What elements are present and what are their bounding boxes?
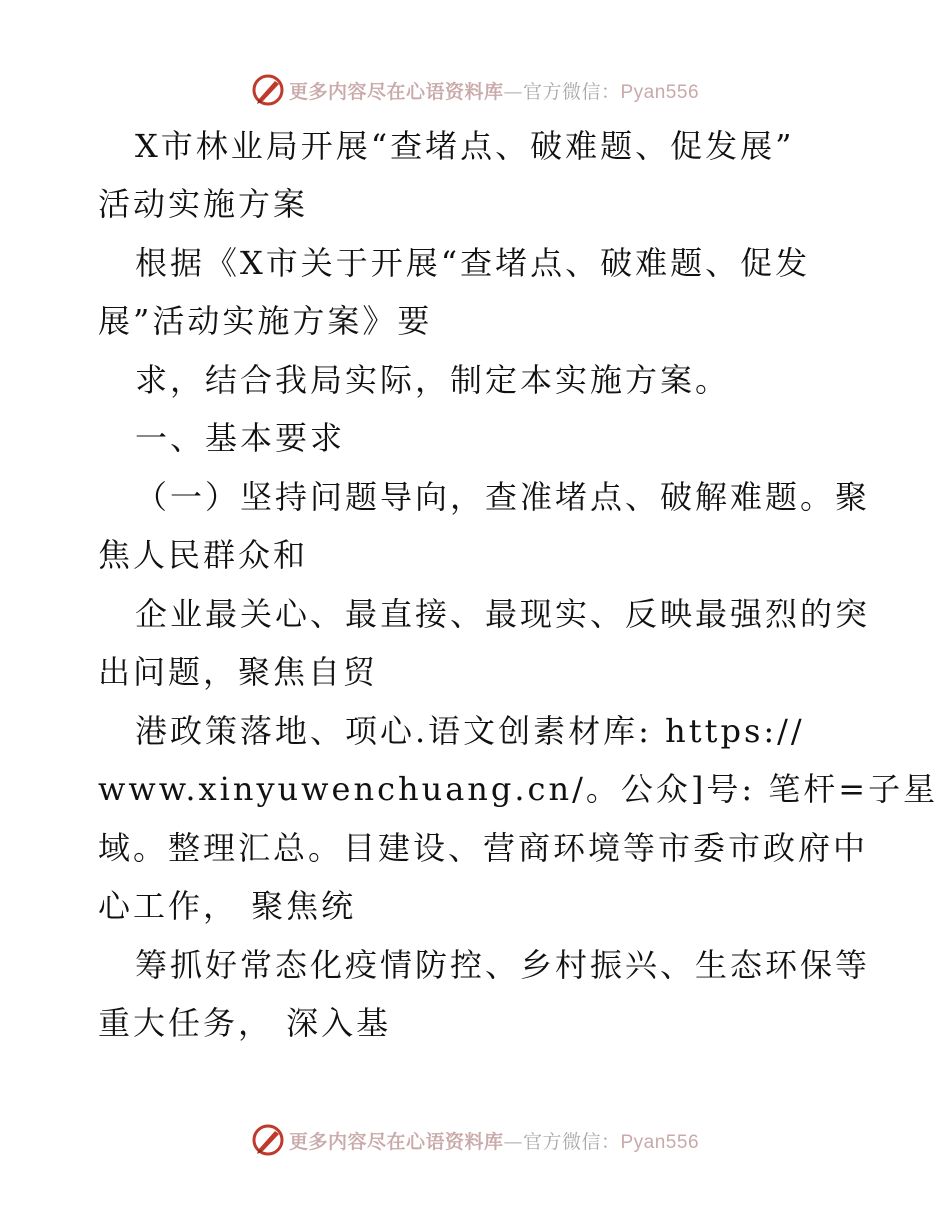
doc-title-line-2: 活动实施方案 bbox=[98, 185, 309, 223]
footer-banner bbox=[0, 1120, 950, 1160]
banner-text bbox=[289, 1127, 699, 1154]
doc-line: 重大任务， 深入基 bbox=[98, 1004, 392, 1042]
doc-line: 出问题，聚焦自贸 bbox=[98, 653, 379, 691]
banner-dash: — bbox=[503, 80, 523, 103]
banner-label: 官方微信： bbox=[522, 1130, 621, 1153]
doc-line: 根据《X市关于开展“查堵点、破难题、促发 bbox=[135, 244, 811, 282]
pen-logo-icon bbox=[251, 1123, 285, 1157]
banner-label: 官方微信： bbox=[522, 80, 621, 103]
banner-wechat: Pyan556 bbox=[620, 81, 700, 103]
section-heading: 一、基本要求 bbox=[135, 419, 346, 457]
banner-wechat: Pyan556 bbox=[620, 1131, 700, 1153]
banner-site: 更多内容尽在心语资料库 bbox=[288, 1130, 504, 1153]
banner-dash: — bbox=[503, 1130, 523, 1153]
doc-line: 焦人民群众和 bbox=[98, 536, 309, 574]
doc-line: 企业最关心、最直接、最现实、反映最强烈的突 bbox=[135, 595, 871, 633]
doc-line: 展”活动实施方案》要 bbox=[98, 302, 433, 340]
doc-line: 港政策落地、项心.语文创素材库: https:// bbox=[135, 712, 805, 750]
doc-line: 筹抓好常态化疫情防控、乡村振兴、生态环保等 bbox=[135, 946, 871, 984]
doc-line: www.xinyuwenchuang.cn/。公众]号: 笔杆=子星 bbox=[98, 770, 939, 808]
doc-line: （一）坚持问题导向，查准堵点、破解难题。聚 bbox=[135, 478, 871, 516]
doc-title-line-1: X市林业局开展“查堵点、破难题、促发展” bbox=[135, 127, 795, 165]
banner-site: 更多内容尽在心语资料库 bbox=[288, 80, 504, 103]
doc-line: 求，结合我局实际，制定本实施方案。 bbox=[135, 361, 731, 399]
doc-line: 心工作， 聚焦统 bbox=[98, 887, 357, 925]
doc-line: 域。整理汇总。目建设、营商环境等市委市政府中 bbox=[98, 829, 869, 867]
